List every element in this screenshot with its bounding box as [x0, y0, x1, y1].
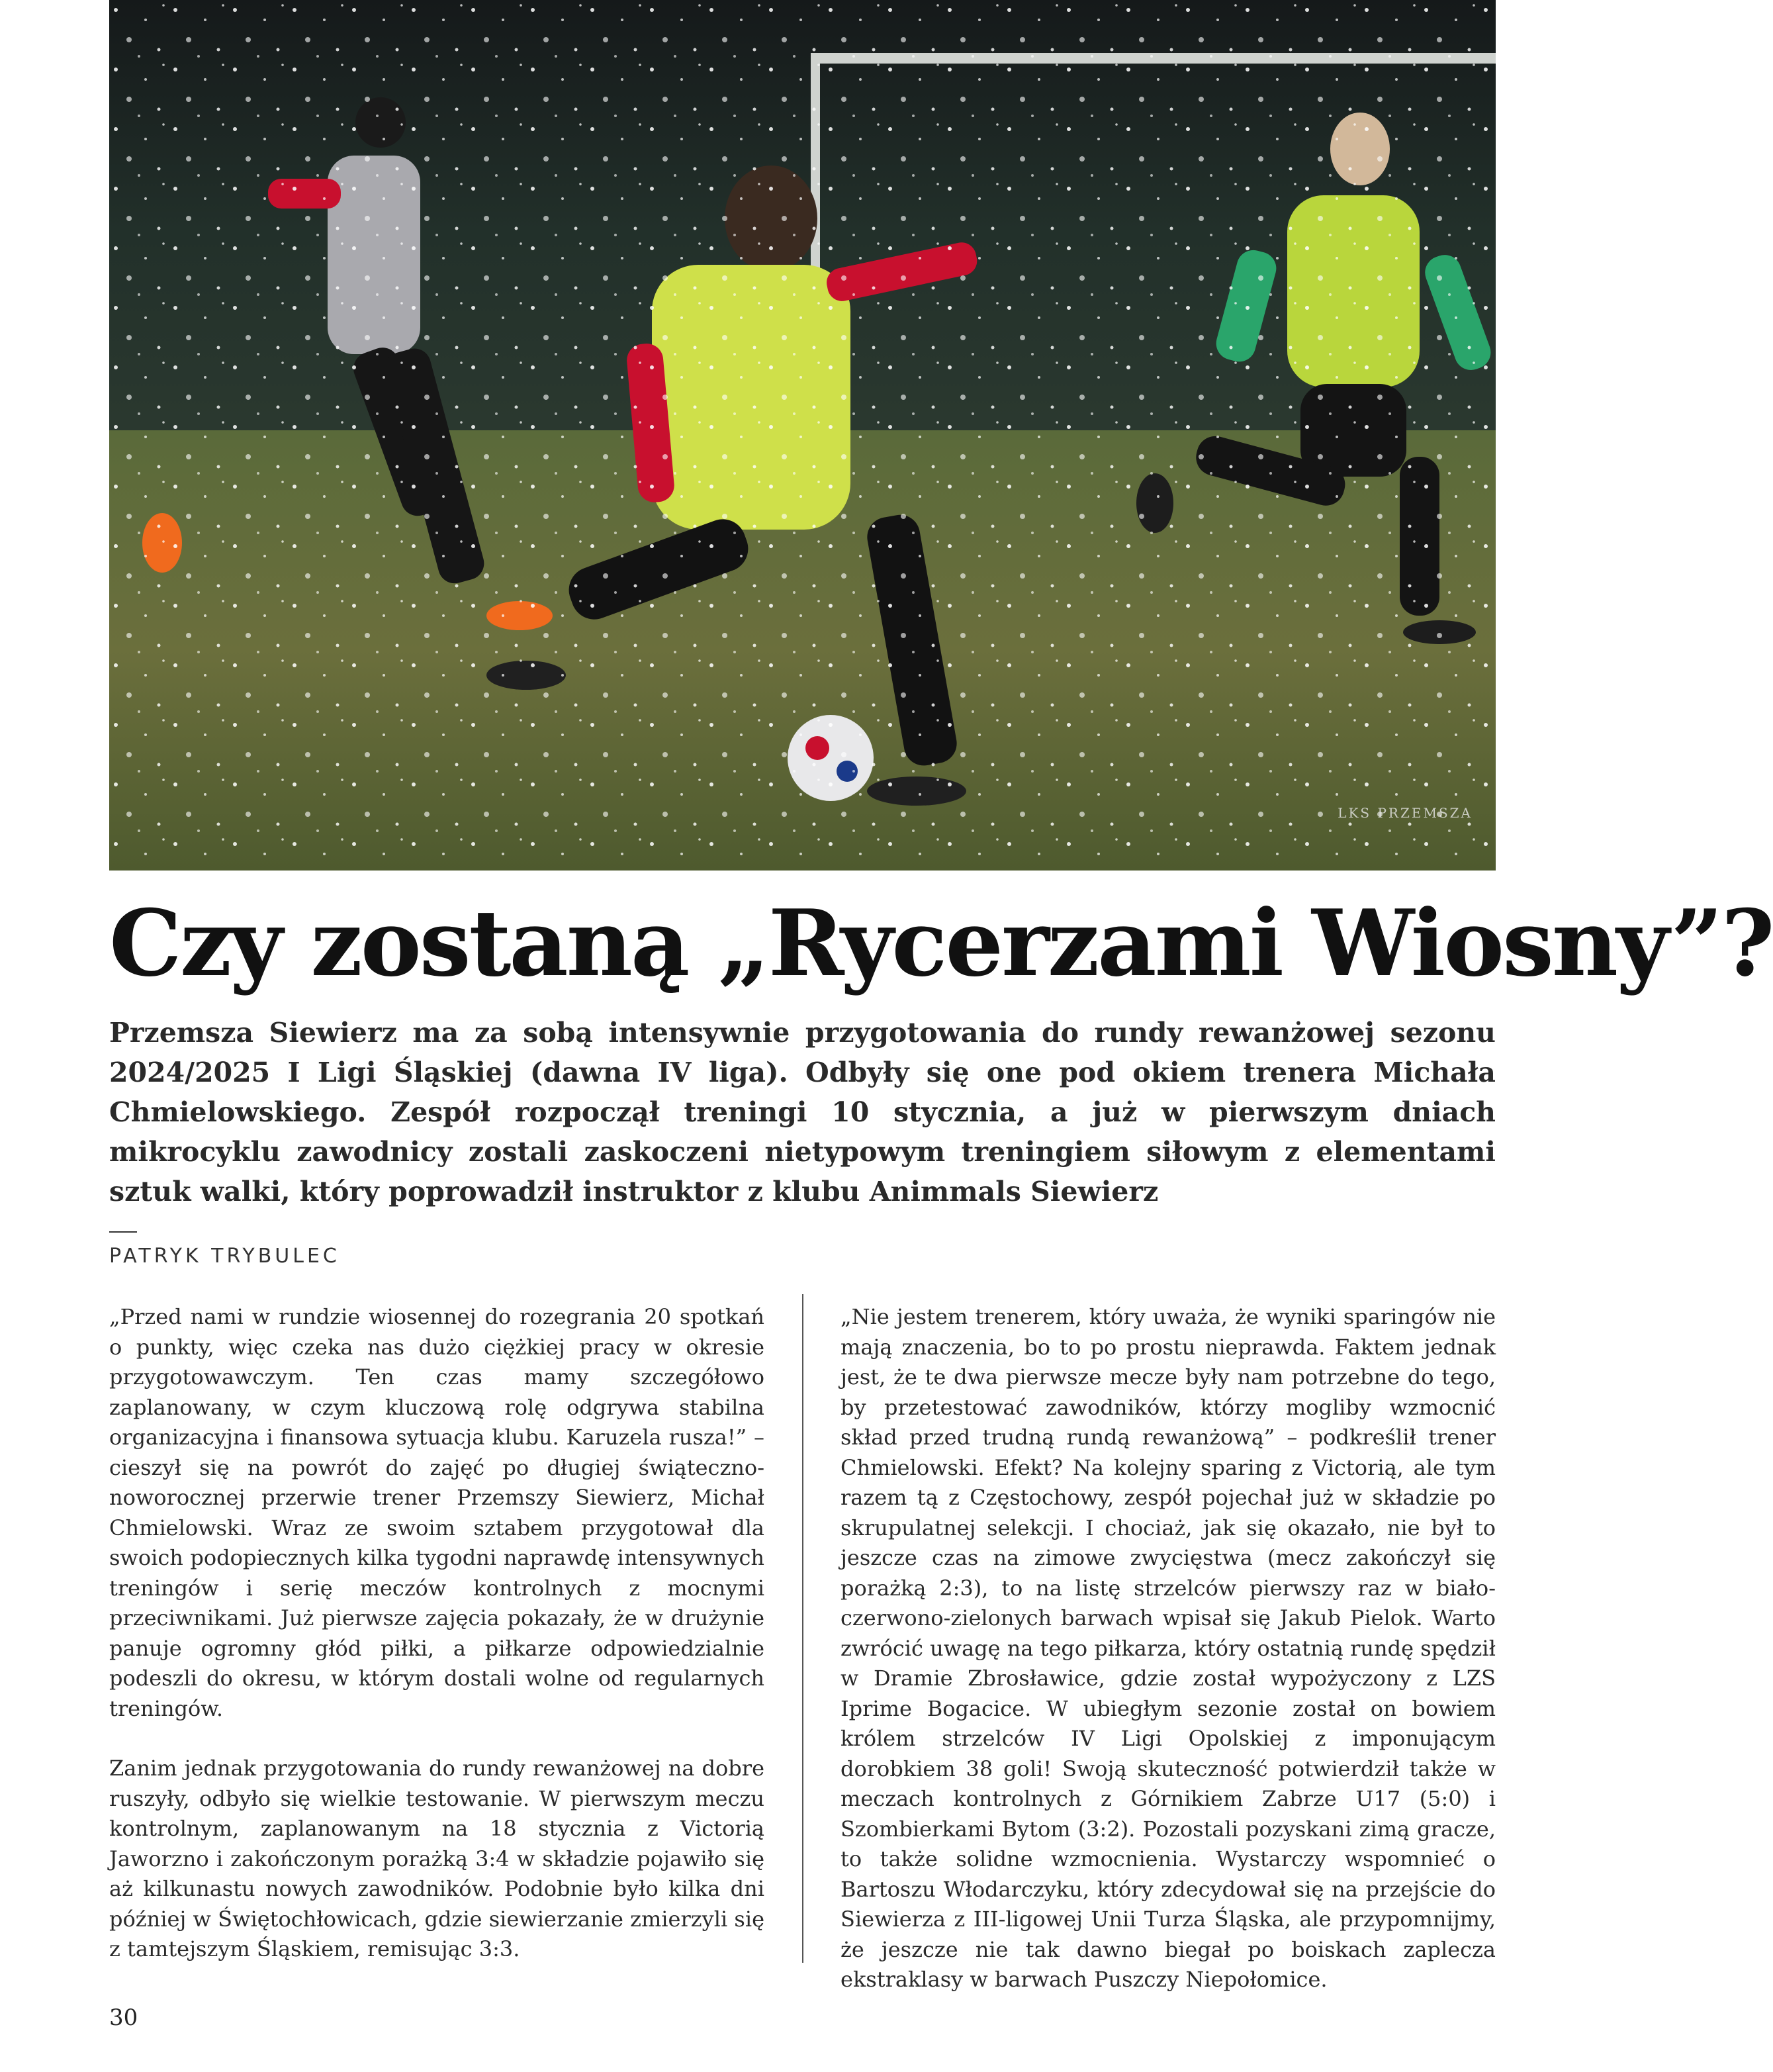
paragraph: „Przed nami w rundzie wiosennej do rozegrania 20 spotkań o punkty, więc czeka nas dużo ciężkiej pracy w okresie przygotowawczym. Ten czas mamy szczegółowo zaplanowany, w czym kluczową rolę odgrywa stabilna organizacyjna i finansowa sytuacja klubu. Karuzela rusza!” – cieszył się na powrót do zajęć po długiej świąteczno-noworocznej przerwie trener Przemszy Siewierz, Michał Chmielowski. Wraz ze swoim sztabem przygotował dla swoich podopiecznych kilka tygodni naprawdę intensywnych treningów i serię meczów kontrolnych z mocnymi przeciwnikami. Już pierwsze zajęcia pokazały, że w drużynie panuje ogromny głód piłki, a piłkarze odpowiedzialnie podeszli do okresu, w którym dostali wolne od regularnych treningów.: [109, 1304, 764, 1721]
article-lead: Przemsza Siewierz ma za sobą intensywnie przygotowania do rundy rewanżowej sezonu 2024/2025 I Ligi Śląskiej (dawna IV liga). Odbyły się one pod okiem trenera Michała Chmielowskiego. Zespół rozpoczął treningi 10 stycznia, a już w pierwszym dniach mikrocyklu zawodnicy zostali zaskoczeni nietypowym treningiem siłowym z elementami sztuk walki, który poprowadził instruktor z klubu Animmals Siewierz: [109, 1017, 1496, 1207]
column-divider: [802, 1294, 803, 1963]
text-column-left: [109, 1302, 764, 1995]
page-number: 30: [109, 2004, 138, 2031]
watermark-text: LKS PRZEMSZA: [1338, 805, 1473, 821]
author-divider: [109, 1231, 137, 1233]
paragraph: „Nie jestem trenerem, który uważa, że wyniki sparingów nie mają znaczenia, bo to po prostu nieprawda. Faktem jednak jest, że te dwa pierwsze mecze były nam potrzebne do tego, by przetestować zawodników, którzy mogliby wzmocnić skład przed trudną rundą rewanżową” – podkreślił trener Chmielowski. Efekt? Na kolejny sparing z Victorią, ale tym razem tą z Częstochowy, zespół pojechał już w składzie po skrupulatnej selekcji. I chociaż, jak się okazało, nie był to jeszcze czas na zimowe zwycięstwa (mecz zakończył się porażką 2:3), to na listę strzelców pierwszy raz w biało-czerwono-zielonych barwach wpisał się Jakub Pielok. Warto zwrócić uwagę na tego piłkarza, który ostatnią rundę spędził w Dramie Zbrosławice, gdzie został wypożyczony z LZS Iprime Bogacice. W ubiegłym sezonie został on bowiem królem strzelców IV Ligi Opolskiej z imponującym dorobkiem 38 goli! Swoją skuteczność potwierdził także w meczach kontrolnych z Górnikiem Zabrze U17 (5:0) i Szombierkami Bytom (3:2). Pozostali pozyskani zimą gracze, to także solidne wzmocnienia. Wystarczy wspomnieć o Bartoszu Włodarczyku, który zdecydował się na przejście do Siewierza z III-ligowej Unii Turza Śląska, ale przypomnijmy, że jeszcze nie tak dawno biegał po boiskach zaplecza ekstraklasy w barwach Puszczy Niepołomice.: [841, 1304, 1496, 1992]
article-title: Czy zostaną „Rycerzami Wiosny”?: [109, 889, 1773, 997]
football-training-photo-icon: [109, 0, 1496, 871]
paragraph: Zanim jednak przygotowania do rundy rewanżowej na dobre ruszyły, odbyło się wielkie testowanie. W pierwszym meczu kontrolnym, zaplanowanym na 18 stycznia z Victorią Jaworzno i zakończonym porażką 3:4 w składzie pojawiło się aż kilkunastu nowych zawodników. Podobnie było kilka dni później w Świętochłowicach, gdzie siewierzanie zmierzyli się z tamtejszym Śląskiem, remisując 3:3.: [109, 1756, 764, 1961]
author-name: PATRYK TRYBULEC: [109, 1245, 340, 1268]
text-column-right: [841, 1302, 1496, 2025]
article-photo: [109, 0, 1496, 871]
